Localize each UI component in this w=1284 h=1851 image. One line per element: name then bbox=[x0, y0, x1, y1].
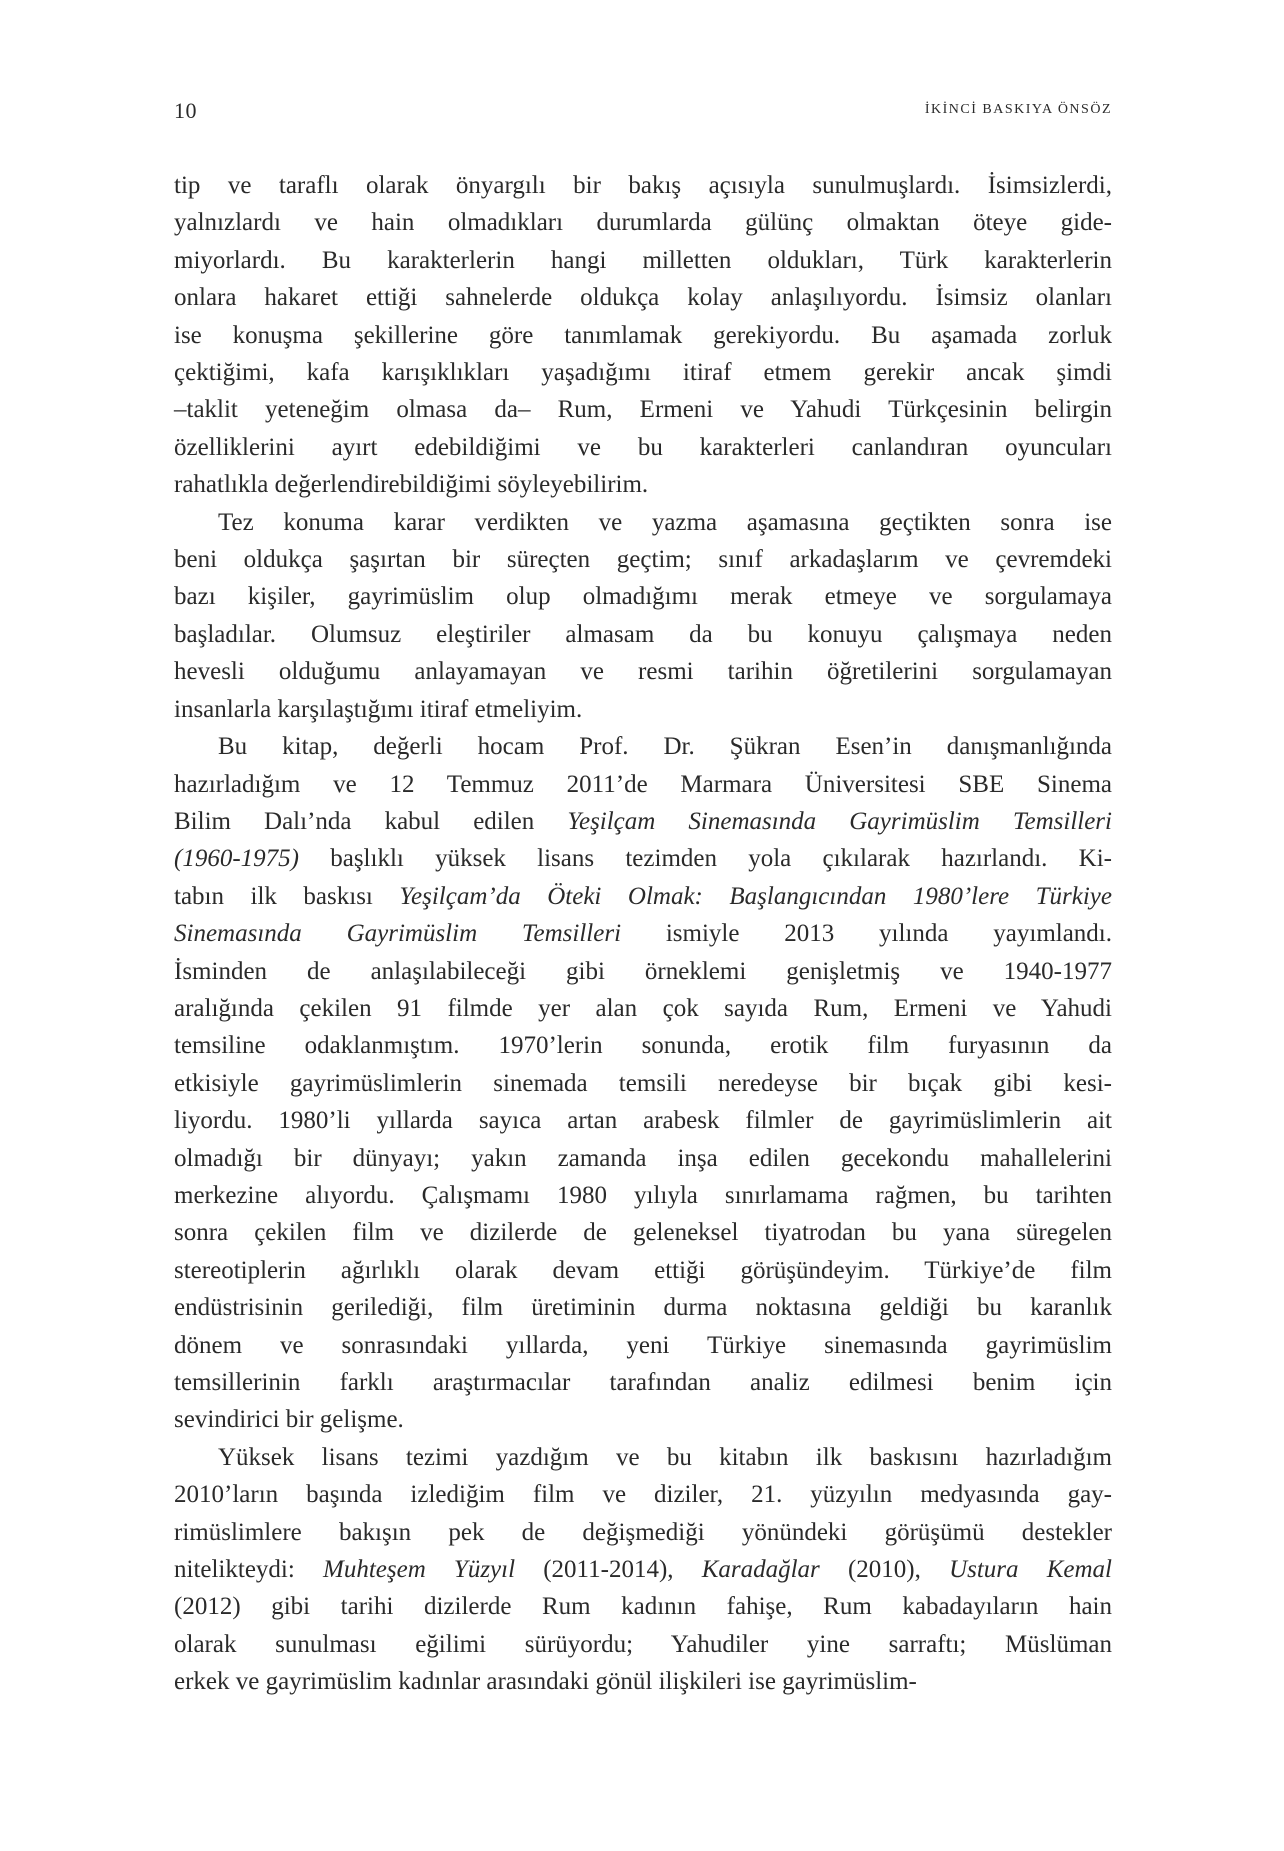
text-line bbox=[174, 1476, 1112, 1513]
text-line bbox=[174, 1401, 1112, 1438]
text-run: Tez konuma karar verdikten ve yazma aşamasına geçtikten sonra ise bbox=[218, 508, 1112, 536]
text-run: özelliklerini ayırt edebildiğimi ve bu karakterleri canlandıran oyuncuları bbox=[174, 433, 1112, 461]
text-run: liyordu. 1980’li yıllarda sayıca artan arabesk filmler de gayrimüslimlerin ait bbox=[174, 1107, 1112, 1135]
text-run: temsillerinin farklı araştırmacılar tarafından analiz edilmesi benim için bbox=[174, 1369, 1112, 1396]
text-line bbox=[174, 1588, 1112, 1625]
text-run: çektiğimi, kafa karışıklıkları yaşadığımı itiraf etmem gerekir ancak şimdi bbox=[174, 359, 1112, 387]
italic-title: Yeşilçam’da Öteki Olmak: Başlangıcından 1980’lere Türkiye bbox=[399, 882, 1113, 910]
text-run: dönem ve sonrasındaki yıllarda, yeni Türkiye sinemasında gayrimüslim bbox=[174, 1331, 1112, 1359]
text-run: temsiline odaklanmıştım. 1970’lerin sonunda, erotik film furyasının da bbox=[174, 1032, 1112, 1060]
text-run: sonra çekilen film ve dizilerde de geleneksel tiyatrodan bu yana süregelen bbox=[174, 1219, 1112, 1247]
text-run: Bilim Dalı’nda kabul edilen bbox=[174, 807, 568, 835]
running-header bbox=[174, 98, 1112, 128]
text-run: –taklit yeteneğim olmasa da– Rum, Ermeni ve Yahudi Türkçesinin belirgin bbox=[174, 396, 1112, 424]
text-run: Yüksek lisans tezimi yazdığım ve bu kitabın ilk baskısını hazırladığım bbox=[218, 1443, 1112, 1471]
text-line bbox=[174, 1626, 1112, 1663]
text-run: etkisiyle gayrimüslimlerin sinemada temsili neredeyse bir bıçak gibi kesi- bbox=[174, 1069, 1112, 1097]
text-run: stereotiplerin ağırlıklı olarak devam ettiği görüşündeyim. Türkiye’de film bbox=[174, 1256, 1112, 1284]
text-run: merkezine alıyordu. Çalışmamı 1980 yılıyla sınırlamama rağmen, bu tarihten bbox=[174, 1181, 1112, 1209]
text-line bbox=[174, 1102, 1112, 1139]
text-line bbox=[174, 803, 1112, 840]
text-line bbox=[174, 204, 1112, 241]
text-line bbox=[174, 653, 1112, 690]
text-line bbox=[174, 1327, 1112, 1364]
text-run: başlıklı yüksek lisans tezimden yola çıkılarak hazırlandı. Ki- bbox=[298, 845, 1112, 873]
text-line bbox=[174, 953, 1112, 990]
text-line bbox=[174, 990, 1112, 1027]
text-line bbox=[174, 1177, 1112, 1214]
text-line bbox=[174, 840, 1112, 877]
paragraph bbox=[174, 728, 1112, 1439]
italic-title: Karadağlar bbox=[701, 1556, 820, 1584]
text-run: ismiyle 2013 yılında yayımlandı. bbox=[621, 920, 1112, 948]
text-run: (2010), bbox=[819, 1556, 950, 1584]
text-line bbox=[174, 317, 1112, 354]
italic-title: Sinemasında Gayrimüslim Temsilleri bbox=[174, 920, 622, 948]
text-line bbox=[174, 1065, 1112, 1102]
text-line bbox=[174, 354, 1112, 391]
text-line bbox=[174, 691, 1112, 728]
text-run: Bu kitap, değerli hocam Prof. Dr. Şükran Esen’in danışmanlığında bbox=[218, 733, 1112, 761]
text-line bbox=[174, 167, 1112, 204]
text-line bbox=[174, 1214, 1112, 1251]
italic-title: Ustura Kemal bbox=[949, 1556, 1112, 1584]
text-line bbox=[174, 1514, 1112, 1551]
text-line bbox=[174, 1364, 1112, 1401]
text-run: olmadığı bir dünyayı; yakın zamanda inşa edilen gecekondu mahallelerini bbox=[174, 1144, 1112, 1172]
text-line bbox=[174, 766, 1112, 803]
text-line bbox=[174, 1027, 1112, 1064]
text-line bbox=[174, 1252, 1112, 1289]
text-run: hevesli olduğumu anlayamayan ve resmi tarihin öğretilerini sorgulamayan bbox=[174, 658, 1112, 686]
text-line bbox=[174, 728, 1112, 765]
text-run: beni oldukça şaşırtan bir süreçten geçtim; sınıf arkadaşlarım ve çevremdeki bbox=[174, 546, 1112, 574]
running-title: İKİNCİ BASKIYA ÖNSÖZ bbox=[924, 102, 1112, 117]
text-run: erkek ve gayrimüslim kadınlar arasındaki gönül ilişkileri ise gayrimüslim- bbox=[174, 1668, 917, 1696]
text-run: (2011-2014), bbox=[515, 1556, 702, 1584]
text-run: yalnızlardı ve hain olmadıkları durumlarda gülünç olmaktan öteye gide- bbox=[174, 209, 1112, 237]
text-line bbox=[174, 915, 1112, 952]
italic-title: Yeşilçam Sinemasında Gayrimüslim Temsilleri bbox=[567, 807, 1112, 835]
text-run: İsminden de anlaşılabileceği gibi örneklemi genişletmiş ve 1940-1977 bbox=[174, 957, 1112, 985]
text-line bbox=[174, 1551, 1112, 1588]
page-number: 10 bbox=[174, 98, 197, 123]
text-run: 2010’ların başında izlediğim film ve diziler, 21. yüzyılın medyasında gay- bbox=[174, 1481, 1112, 1509]
body-text bbox=[174, 167, 1112, 1701]
italic-title: Muhteşem Yüzyıl bbox=[323, 1556, 516, 1584]
paragraph bbox=[174, 504, 1112, 728]
text-run: rahatlıkla değerlendirebildiğimi söyleyebilirim. bbox=[174, 471, 649, 499]
text-run: nitelikteydi: bbox=[174, 1556, 323, 1584]
text-run: (2012) gibi tarihi dizilerde Rum kadının fahişe, Rum kabadayıların hain bbox=[174, 1593, 1112, 1621]
text-line bbox=[174, 279, 1112, 316]
text-run: başladılar. Olumsuz eleştiriler almasam da bu konuyu çalışmaya neden bbox=[174, 620, 1112, 648]
text-run: bazı kişiler, gayrimüslim olup olmadığımı merak etmeye ve sorgulamaya bbox=[174, 583, 1112, 611]
text-run: tabın ilk baskısı bbox=[174, 882, 400, 910]
text-line bbox=[174, 878, 1112, 915]
text-line bbox=[174, 1140, 1112, 1177]
text-run: tip ve taraflı olarak önyargılı bir bakış açısıyla sunulmuşlardı. İsimsizlerdi, bbox=[174, 172, 1112, 199]
text-line bbox=[174, 391, 1112, 428]
text-line bbox=[174, 504, 1112, 541]
italic-title: (1960-1975) bbox=[174, 845, 299, 873]
text-line bbox=[174, 616, 1112, 653]
text-line bbox=[174, 242, 1112, 279]
text-line bbox=[174, 1439, 1112, 1476]
text-run: endüstrisinin gerilediği, film üretiminin durma noktasına geldiği bu karanlık bbox=[174, 1294, 1112, 1322]
text-run: olarak sunulması eğilimi sürüyordu; Yahudiler yine sarraftı; Müslüman bbox=[174, 1630, 1112, 1658]
text-line bbox=[174, 1663, 1112, 1700]
text-run: onlara hakaret ettiği sahnelerde oldukça kolay anlaşılıyordu. İsimsiz olanları bbox=[174, 284, 1112, 312]
text-line bbox=[174, 1289, 1112, 1326]
text-run: sevindirici bir gelişme. bbox=[174, 1406, 404, 1434]
text-run: ise konuşma şekillerine göre tanımlamak gerekiyordu. Bu aşamada zorluk bbox=[174, 321, 1112, 349]
text-line bbox=[174, 578, 1112, 615]
paragraph bbox=[174, 167, 1112, 504]
text-run: hazırladığım ve 12 Temmuz 2011’de Marmara Üniversitesi SBE Sinema bbox=[174, 770, 1112, 798]
text-line bbox=[174, 466, 1112, 503]
text-run: insanlarla karşılaştığımı itiraf etmeliyim. bbox=[174, 695, 583, 723]
text-run: rimüslimlere bakışın pek de değişmediği yönündeki görüşümü destekler bbox=[174, 1518, 1112, 1546]
paragraph bbox=[174, 1439, 1112, 1701]
text-line bbox=[174, 429, 1112, 466]
text-line bbox=[174, 541, 1112, 578]
text-run: aralığında çekilen 91 filmde yer alan çok sayıda Rum, Ermeni ve Yahudi bbox=[174, 994, 1112, 1022]
text-run: miyorlardı. Bu karakterlerin hangi milletten oldukları, Türk karakterlerin bbox=[174, 246, 1112, 274]
